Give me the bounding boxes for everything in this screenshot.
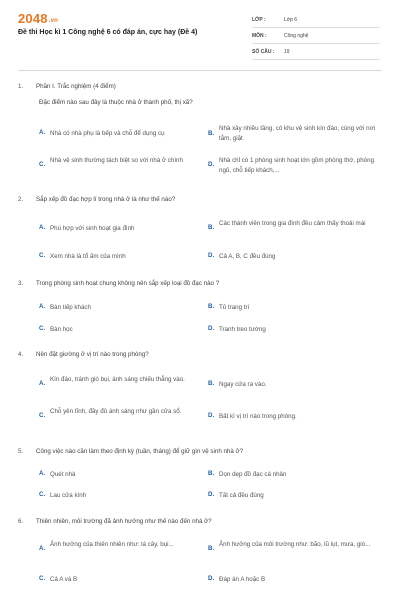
question-text: Phần I. Trắc nghiệm (4 điểm) (36, 83, 116, 90)
question-text: Nên đặt giường ở vị trí nào trong phòng? (36, 351, 149, 358)
page-title: Đề thi Học kì 1 Công nghệ 6 có đáp án, cực hay (Đề 4) (18, 29, 198, 36)
info-row-socau: SỐ CÂU : 19 (252, 44, 380, 60)
info-row-lop: LỚP : Lớp 6 (252, 12, 380, 28)
question-text: Thiên nhiên, môi trường đã ảnh hưởng như thế nào đến nhà ở? (36, 518, 212, 525)
question-text: Sắp xếp đồ đạc hợp lí trong nhà ở là như thế nào? (36, 196, 176, 203)
question-text: Công việc nào cần làm theo định kỳ (tuần, tháng) để giữ gìn vệ sinh nhà ở? (36, 448, 244, 455)
question-subtext: Đặc điểm nào sau đây là thuộc nhà ở thành phố, thị xã? (39, 99, 193, 106)
exam-info (252, 12, 380, 60)
mon-value: Công nghệ (284, 32, 309, 39)
socau-value: 19 (284, 48, 290, 55)
page-header (0, 0, 400, 64)
header-divider (18, 70, 382, 71)
site-logo[interactable]: 2048.vn (18, 11, 59, 26)
question-text: Trong phòng sinh hoạt chung không nên sắp xếp loại đồ đạc nào ? (36, 280, 220, 287)
lop-value: Lớp 6 (284, 16, 298, 23)
info-row-mon: MÔN : Công nghệ (252, 28, 380, 44)
